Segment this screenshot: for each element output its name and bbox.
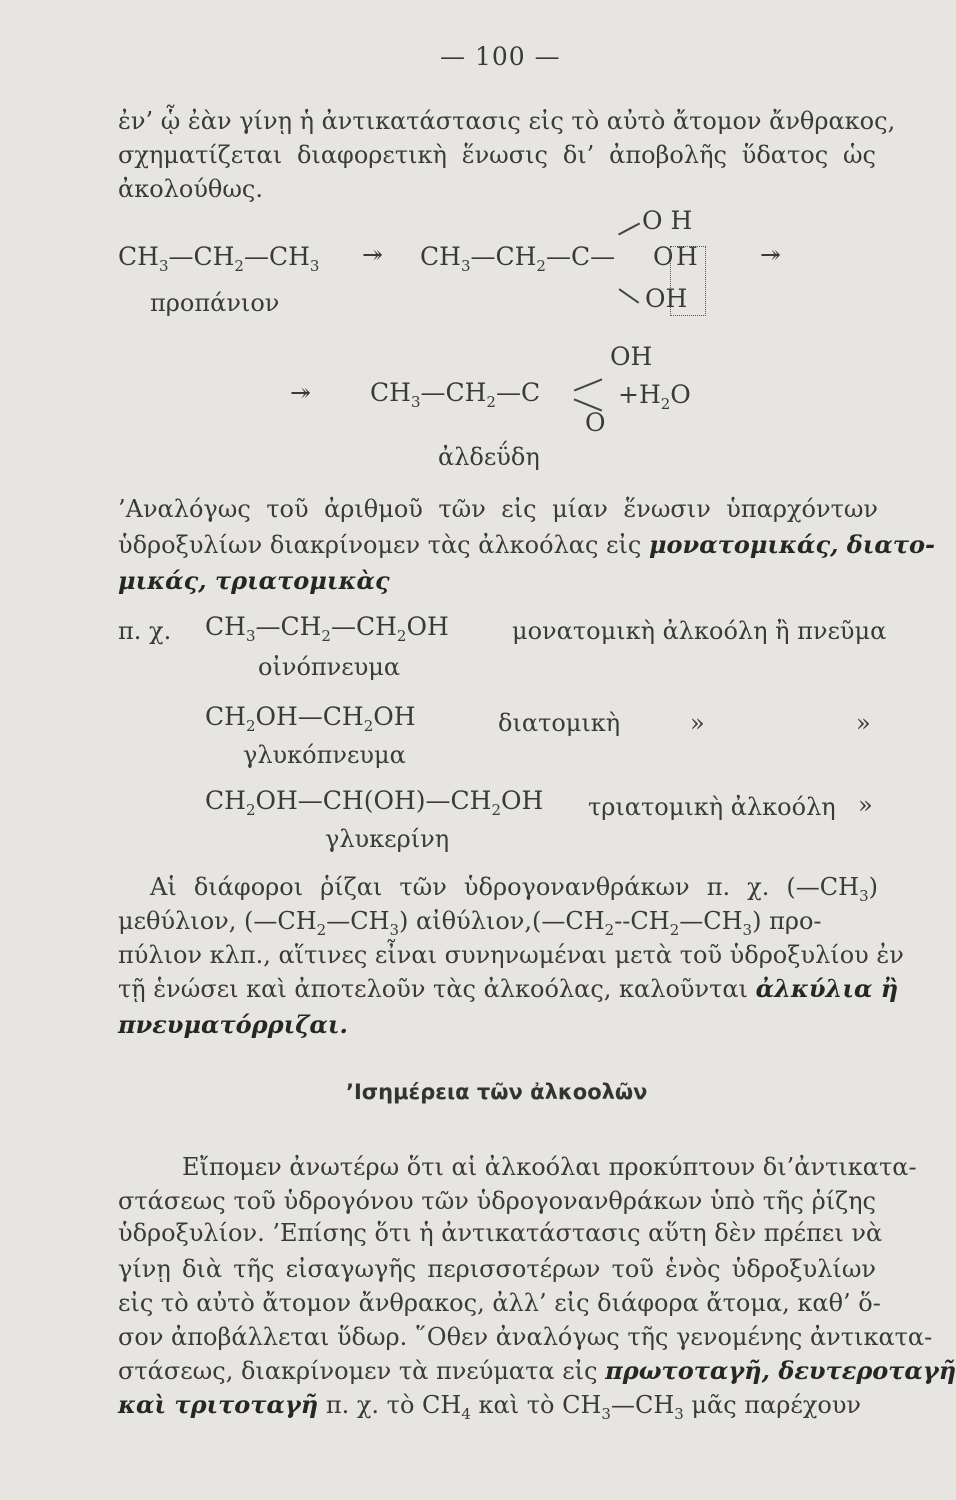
para3-line-4: τῇ ἑνώσει καὶ ἀποτελοῦν τὰς ἀλκοόλας, καλοῦνται ἀλκύλια ἢ — [118, 974, 899, 1003]
aldehyde-name: ἀλδεΰδη — [438, 443, 540, 471]
page-number: — 100 — — [440, 42, 561, 71]
para4-line-1: Εἴπομεν ἀνωτέρω ὅτι αἱ ἀλκοόλαι προκύπτουν δι’ἀντικατα- — [182, 1153, 917, 1181]
reaction-arrow-2: ↠ — [760, 240, 781, 269]
intro-line-3: ἀκολούθως. — [118, 175, 263, 203]
example-1-name: οἰνόπνευμα — [258, 653, 401, 681]
intro-line-1: ἐν’ ᾧ ἐὰν γίνῃ ἡ ἀντικατάστασις εἰς τὸ αὐτὸ ἄτομον ἄνθρακος, — [118, 107, 896, 135]
para4-line-7: στάσεως, διακρίνομεν τὰ πνεύματα εἰς πρωτοταγῆ, δευτεροταγῆ — [118, 1356, 956, 1385]
ditto-mark-1: » — [690, 709, 705, 737]
example-1-description: μονατομικὴ ἀλκοόλη ἢ πνεῦμα — [512, 617, 887, 645]
para4-line-3: ὑδροξυλίον. ’Επίσης ὅτι ἡ ἀντικατάστασις αὕτη δὲν πρέπει νὰ — [118, 1219, 883, 1247]
example-label: π. χ. — [118, 617, 172, 645]
hydroxyl-bottom: OH — [645, 284, 688, 313]
example-1-formula: $CH_3—CH_2—CH_2OH$ — [205, 612, 449, 645]
example-3-name: γλυκερίνη — [325, 825, 450, 853]
hydroxyl-top: O H — [642, 206, 693, 235]
para4-line-6: σον ἀποβάλλεται ὕδωρ. ῞Οθεν ἀναλόγως τῆς γενομένης ἀντικατα- — [118, 1323, 933, 1351]
bond-down — [619, 288, 640, 303]
propane-formula: $CH_3—CH_2—CH_3$ — [118, 242, 320, 275]
aldehyde-formula: $CH_3—CH_2—C$ — [370, 378, 541, 411]
para4-line-4: γίνῃ διὰ τῆς εἰσαγωγῆς περισσοτέρων τοῦ ἑνὸς ὑδροξυλίων — [118, 1255, 876, 1283]
water-product: $+H_2O$ — [618, 380, 691, 413]
example-2-formula: $CH_2OH—CH_2OH$ — [205, 702, 416, 735]
para2-line-3: μικάς, τριατομικὰς — [118, 566, 390, 595]
para4-line-2: στάσεως τοῦ ὑδρογόνου τῶν ὑδρογονανθράκων ὑπὸ τῆς ῥίζης — [118, 1187, 876, 1215]
para4-line-5: εἰς τὸ αὐτὸ ἄτομον ἄνθρακος, ἀλλ’ εἰς διάφορα ἄτομα, καθ’ ὅ- — [118, 1289, 881, 1317]
para2-line-2: ὑδροξυλίων διακρίνομεν τὰς ἀλκοόλας εἰς μονατομικάς, διατο- — [118, 530, 935, 559]
example-2-description: διατομικὴ — [498, 709, 621, 737]
intermediate-formula: $CH_3—CH_2—C—$ — [420, 242, 616, 275]
para3-line-1: Αἱ διάφοροι ῥίζαι τῶν ὑδρογονανθράκων π. χ. $(—CH_3)$ — [150, 873, 878, 905]
para2-line-1: ’Αναλόγως τοῦ ἀριθμοῦ τῶν εἰς μίαν ἕνωσιν ὑπαρχόντων — [118, 495, 878, 523]
intro-line-2: σχηματίζεται διαφορετικὴ ἕνωσις δι’ ἀποβολῆς ὕδατος ὡς — [118, 141, 876, 169]
hydrogen-boxed: H — [676, 242, 698, 271]
ditto-mark-3: » — [858, 791, 873, 819]
para3-line-2: μεθύλιον, $(—CH_2—CH_3)$ $\alpha ἰ\theta ύ\lambda\iota o\nu,(—CH_2--CH_2—CH_3)$ προ- — [118, 907, 822, 939]
propane-name: προπάνιον — [150, 289, 280, 317]
reaction-arrow-1: ↠ — [362, 240, 383, 269]
ditto-mark-2: » — [856, 709, 871, 737]
oxygen-middle: O — [653, 242, 674, 271]
aldehyde-oh: OH — [610, 342, 653, 371]
para4-line-8: καὶ τριτοταγῆ π. χ. τὸ $CH_4$ καὶ τὸ $CH_3—CH_3$ μᾶς παρέχουν — [118, 1390, 861, 1423]
para3-line-3: πύλιον κλπ., αἵτινες εἶναι συνηνωμέναι μετὰ τοῦ ὑδροξυλίου ἐν — [118, 941, 904, 969]
section-heading: ’Ισημέρεια τῶν ἀλκοολῶν — [346, 1080, 648, 1104]
example-3-formula: $CH_2OH—CH(OH)—CH_2OH$ — [205, 786, 544, 819]
bond-oh — [574, 378, 602, 391]
para3-line-5: πνευματόρριζαι. — [118, 1010, 348, 1039]
reaction-arrow-3: ↠ — [290, 378, 311, 407]
example-2-name: γλυκόπνευμα — [243, 741, 406, 769]
aldehyde-o: O — [585, 408, 606, 437]
bond-up — [618, 222, 640, 235]
example-3-description: τριατομικὴ ἀλκοόλη — [588, 793, 836, 821]
